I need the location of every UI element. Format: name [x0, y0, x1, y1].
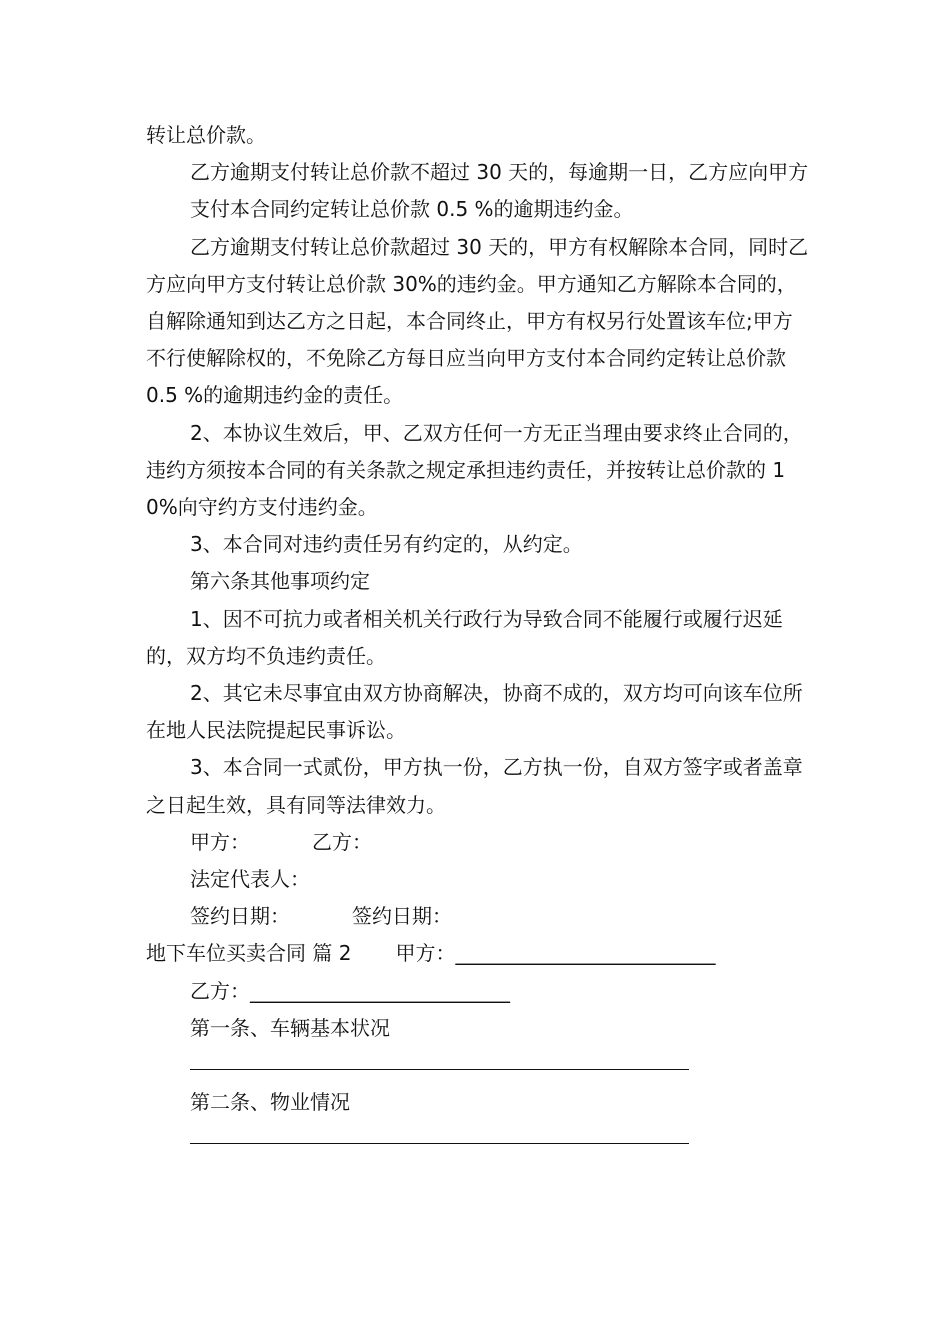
paragraph: 转让总价款。	[146, 123, 266, 147]
section-heading: 第六条其他事项约定	[190, 569, 370, 594]
article-1-blank-row	[146, 1047, 810, 1084]
paragraph: 3、本合同对违约责任另有约定的，从约定。	[190, 532, 583, 557]
contract2-party-b-row	[146, 973, 810, 1010]
contract2-title: 地下车位买卖合同 篇 2	[146, 941, 352, 966]
paragraph: 乙方逾期支付转让总价款不超过 30 天的，每逾期一日，乙方应向甲方	[190, 160, 809, 185]
paragraph: 2、其它未尽事宜由双方协商解决，协商不成的，双方均可向该车位所在地人民法院提起民事诉讼。	[146, 681, 803, 743]
document-body	[146, 117, 810, 1159]
article-2-blank-row	[146, 1121, 810, 1158]
paragraph: 3、本合同一式贰份，甲方执一份，乙方执一份，自双方签字或者盖章之日起生效，具有同等法律效力。	[146, 755, 803, 817]
article-1-heading: 第一条、车辆基本状况	[190, 1015, 390, 1040]
signature-row	[146, 824, 810, 861]
contract2-party-a-blank: __________________________	[455, 941, 716, 966]
paragraph: 乙方逾期支付转让总价款超过 30 天的，甲方有权解除本合同，同时乙方应向甲方支付转让总价款 30%的违约金。甲方通知乙方解除本合同的，自解除通知到达乙方之日起，本合同终止，甲方有权另行处置该车位;甲方不行使解除权的，不免除乙方每日应当向甲方支付本合同约定转让总价款 0.5 %的逾期违约金的责任。	[146, 234, 809, 408]
legal-representative-label: 法定代表人：	[190, 867, 310, 892]
article-2-blank-line	[190, 1121, 689, 1144]
paragraph: 2、本协议生效后，甲、乙双方任何一方无正当理由要求终止合同的，违约方须按本合同的有关条款之规定承担违约责任，并按转让总价款的 10%向守约方支付违约金。	[146, 420, 803, 520]
date-row	[146, 898, 810, 935]
party-a-label: 甲方：	[190, 829, 250, 854]
party-b-label: 乙方：	[312, 829, 372, 854]
article-2-heading: 第二条、物业情况	[190, 1090, 350, 1115]
date-a-label: 签约日期：	[190, 904, 290, 929]
contract2-title-row	[146, 935, 810, 972]
contract2-party-a-label: 甲方：	[395, 941, 456, 966]
contract2-party-b-blank: __________________________	[250, 978, 510, 1003]
paragraph: 1、因不可抗力或者相关机关行政行为导致合同不能履行或履行迟延的，双方均不负违约责任。	[146, 606, 783, 668]
date-b-label: 签约日期：	[352, 904, 452, 929]
contract2-party-b-label: 乙方：	[190, 978, 250, 1003]
article-1-blank-line	[190, 1047, 689, 1070]
paragraph: 支付本合同约定转让总价款 0.5 %的逾期违约金。	[190, 197, 634, 222]
